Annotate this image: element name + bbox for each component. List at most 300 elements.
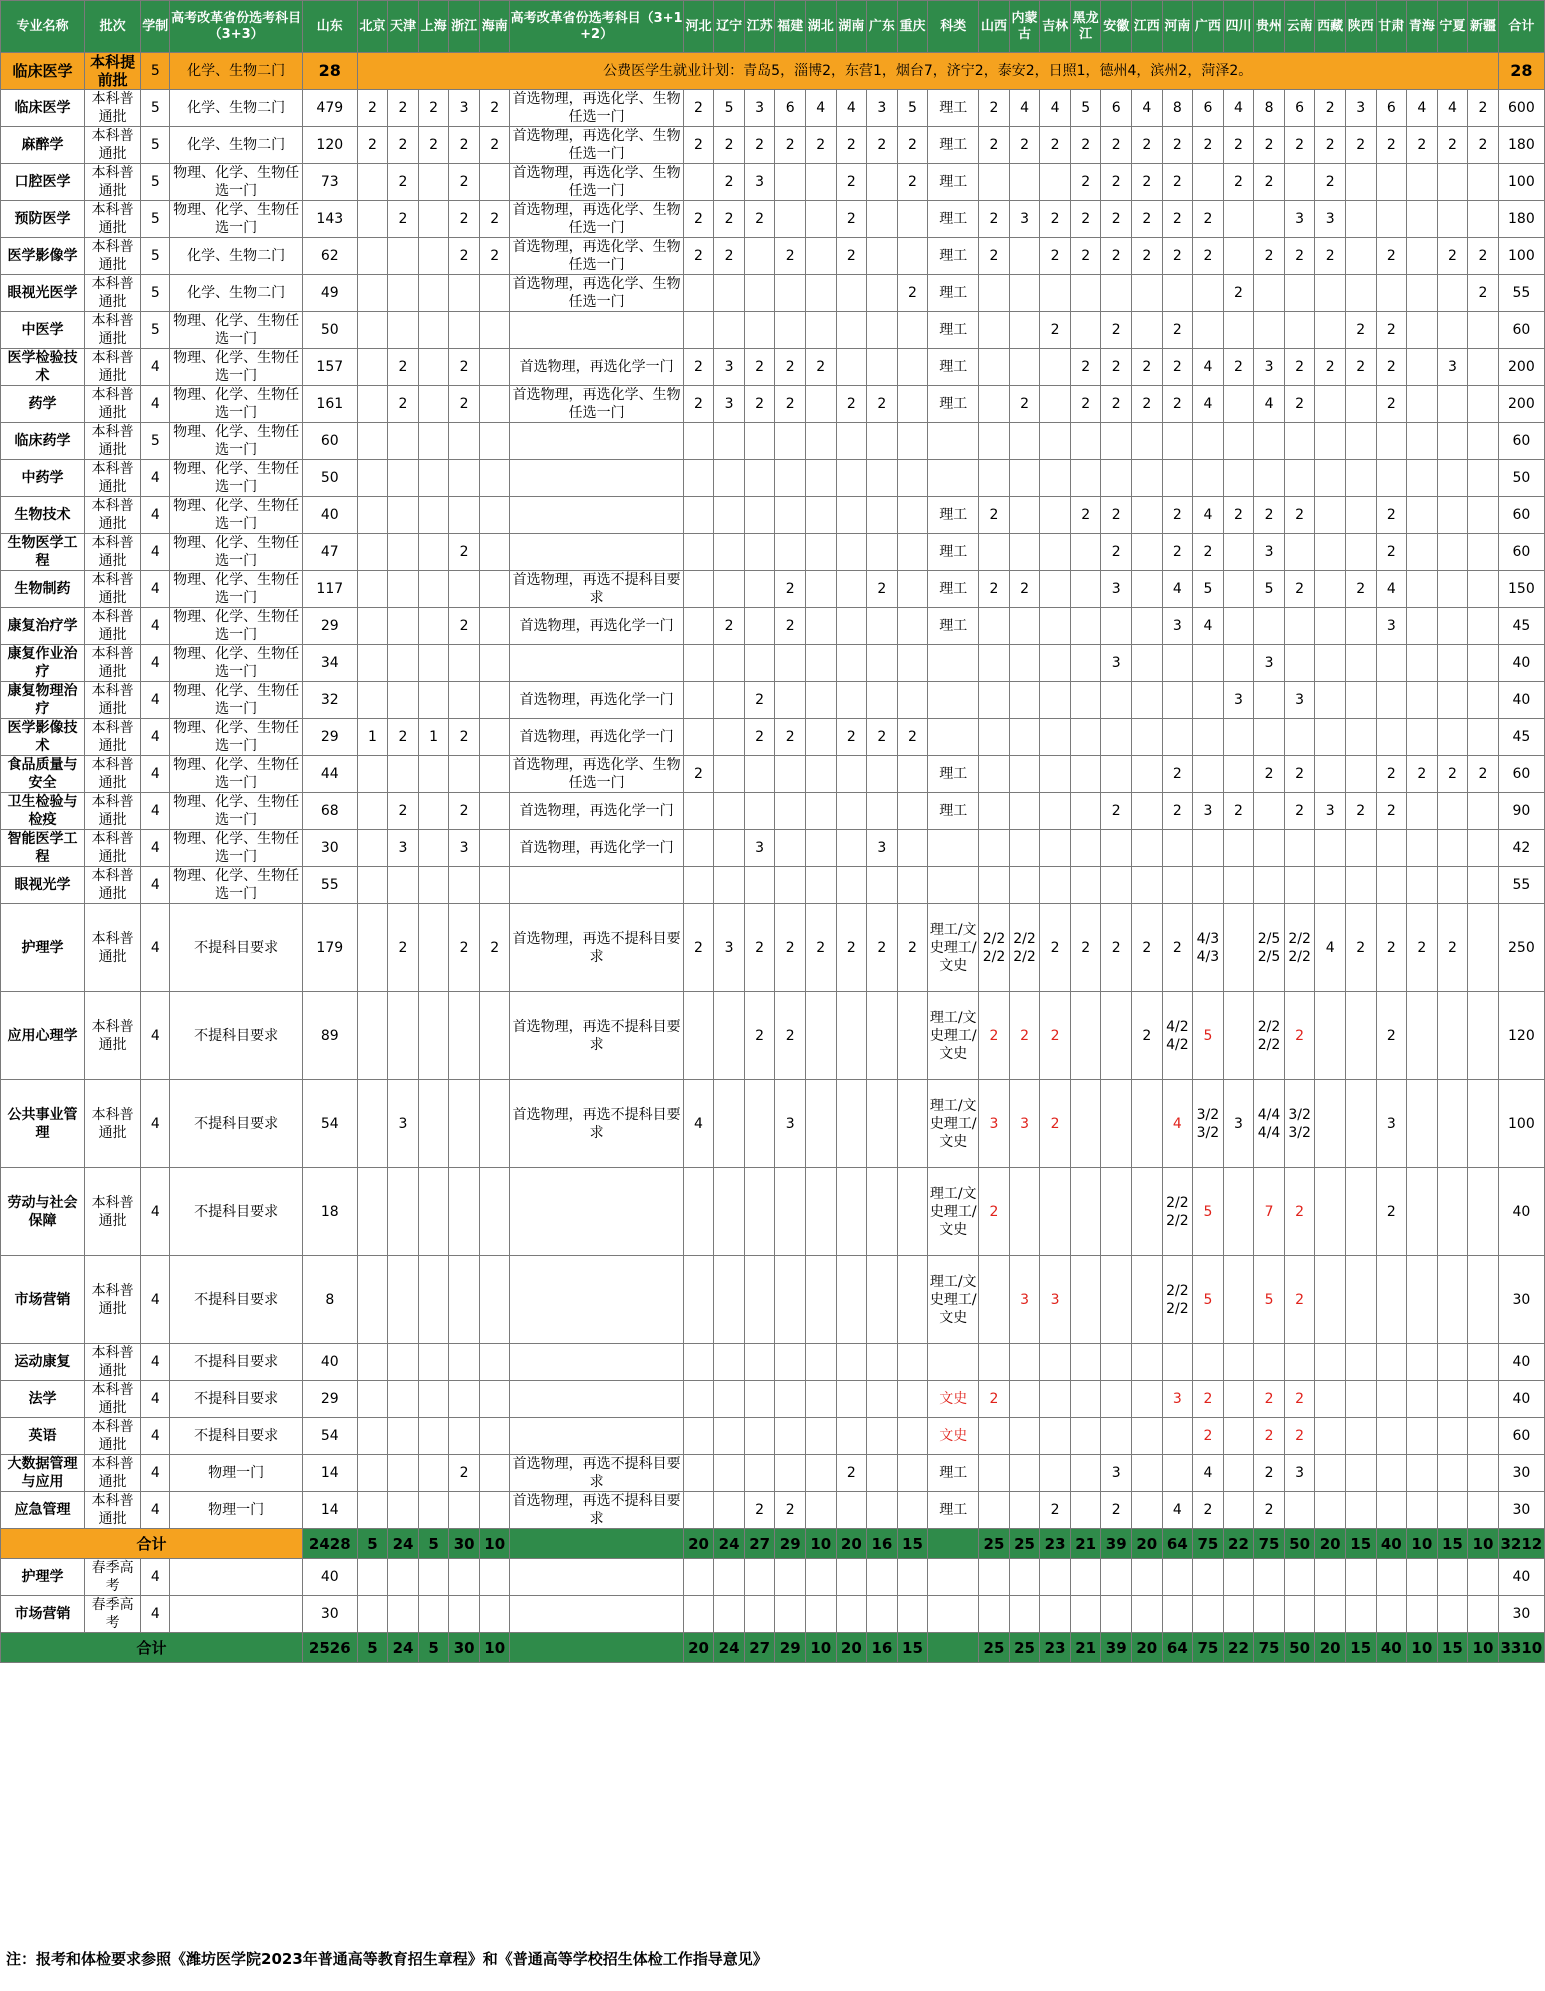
province-count: 2 — [1376, 349, 1407, 386]
province-count — [1315, 1344, 1346, 1381]
province-count: 2 — [775, 719, 806, 756]
total-province: 16 — [867, 1529, 898, 1559]
total-province: 20 — [1315, 1633, 1346, 1663]
footnote: 注：报考和体检要求参照《潍坊医学院2023年普通高等教育招生章程》和《普通高等学校招生体检工作指导意见》 — [6, 1950, 768, 1968]
total-label: 合计 — [1, 1633, 303, 1663]
shandong-count: 60 — [302, 423, 357, 460]
major-name: 康复作业治疗 — [1, 645, 85, 682]
category: 理工 — [928, 793, 979, 830]
province-count: 2 — [1315, 90, 1346, 127]
province-count — [1284, 608, 1315, 645]
province-count — [1376, 1256, 1407, 1344]
province-count — [357, 201, 388, 238]
province-count — [1254, 201, 1285, 238]
province-count: 3 — [714, 386, 745, 423]
province-count — [1315, 460, 1346, 497]
province-count — [1009, 608, 1040, 645]
province-count: 2 — [388, 201, 419, 238]
province-count — [775, 756, 806, 793]
total-sum: 3310 — [1498, 1633, 1544, 1663]
table-row — [1, 1418, 1545, 1455]
province-count — [479, 275, 510, 312]
row-total: 40 — [1498, 1559, 1544, 1596]
province-count: 3 — [1009, 201, 1040, 238]
province-count — [418, 682, 449, 719]
subject-selection — [510, 1168, 683, 1256]
province-count: 2 — [1254, 1381, 1285, 1418]
province-count: 2 — [388, 349, 419, 386]
special-total: 28 — [1498, 53, 1544, 90]
row-total: 200 — [1498, 386, 1544, 423]
province-count — [714, 1455, 745, 1492]
total-province: 15 — [1345, 1633, 1376, 1663]
province-count — [1345, 423, 1376, 460]
province-count: 2 — [1162, 127, 1193, 164]
major-name: 食品质量与安全 — [1, 756, 85, 793]
province-count: 2 — [867, 127, 898, 164]
header-total: 合计 — [1498, 1, 1544, 53]
province-count — [714, 793, 745, 830]
batch: 本科普通批 — [85, 127, 141, 164]
subject-requirement: 不提科目要求 — [170, 1381, 302, 1418]
province-count — [683, 460, 714, 497]
province-count — [1437, 1492, 1468, 1529]
province-count — [357, 830, 388, 867]
subject-selection: 首选物理，再选化学、生物任选一门 — [510, 275, 683, 312]
province-count — [449, 682, 480, 719]
province-count: 2 — [418, 90, 449, 127]
province-count: 4 — [836, 90, 867, 127]
category: 理工 — [928, 1492, 979, 1529]
province-count: 2 — [836, 1455, 867, 1492]
province-count: 2 — [418, 127, 449, 164]
years: 4 — [141, 682, 170, 719]
province-count: 2 — [775, 238, 806, 275]
province-count — [1437, 571, 1468, 608]
row-total: 90 — [1498, 793, 1544, 830]
province-count — [1468, 1256, 1499, 1344]
province-count: 2 — [1376, 534, 1407, 571]
province-count: 2 — [1070, 164, 1101, 201]
province-count — [867, 1381, 898, 1418]
total-province: 23 — [1040, 1633, 1071, 1663]
major-name: 生物医学工程 — [1, 534, 85, 571]
province-count — [979, 1455, 1010, 1492]
category — [928, 867, 979, 904]
special-batch: 本科提前批 — [85, 53, 141, 90]
province-count — [1254, 1344, 1285, 1381]
batch: 本科普通批 — [85, 1080, 141, 1168]
batch: 本科普通批 — [85, 830, 141, 867]
province-count: 5 — [1193, 1256, 1224, 1344]
province-count — [1132, 719, 1163, 756]
province-count — [479, 571, 510, 608]
province-count — [897, 201, 928, 238]
province-count — [836, 867, 867, 904]
empty-cell — [775, 1559, 806, 1596]
years: 4 — [141, 830, 170, 867]
empty-cell — [683, 1559, 714, 1596]
province-count: 1 — [357, 719, 388, 756]
province-count — [418, 1492, 449, 1529]
province-count: 2 — [1284, 992, 1315, 1080]
province-count: 2 — [744, 201, 775, 238]
province-count — [1437, 1344, 1468, 1381]
province-count — [805, 793, 836, 830]
province-count — [1345, 682, 1376, 719]
major-name: 生物技术 — [1, 497, 85, 534]
batch: 本科普通批 — [85, 1381, 141, 1418]
empty-cell — [1284, 1596, 1315, 1633]
subject-requirement: 不提科目要求 — [170, 992, 302, 1080]
province-count — [1223, 830, 1254, 867]
province-count: 2 — [836, 719, 867, 756]
major-name: 药学 — [1, 386, 85, 423]
row-total: 40 — [1498, 1168, 1544, 1256]
shandong-count: 29 — [302, 608, 357, 645]
total-province: 20 — [1315, 1529, 1346, 1559]
province-count — [1284, 534, 1315, 571]
row-total: 60 — [1498, 497, 1544, 534]
row-total: 100 — [1498, 1080, 1544, 1168]
province-count — [1040, 793, 1071, 830]
province-count — [418, 1455, 449, 1492]
province-count — [1407, 1168, 1438, 1256]
province-count — [1315, 1381, 1346, 1418]
province-count — [479, 1418, 510, 1455]
major-name: 康复物理治疗 — [1, 682, 85, 719]
province-count: 2 — [1376, 312, 1407, 349]
province-count: 2 — [714, 127, 745, 164]
province-count — [1132, 1168, 1163, 1256]
row-total: 45 — [1498, 608, 1544, 645]
table-row — [1, 1492, 1545, 1529]
total-blank — [928, 1633, 979, 1663]
shandong-count: 44 — [302, 756, 357, 793]
province-count — [1315, 719, 1346, 756]
province-count — [867, 645, 898, 682]
province-count — [1070, 1381, 1101, 1418]
province-count — [388, 238, 419, 275]
province-count: 4/2 4/2 — [1162, 992, 1193, 1080]
province-count: 2 — [836, 904, 867, 992]
shandong-count: 50 — [302, 460, 357, 497]
shandong-count: 34 — [302, 645, 357, 682]
province-count — [805, 534, 836, 571]
province-count: 2 — [805, 904, 836, 992]
province-count — [357, 1256, 388, 1344]
shandong-count: 161 — [302, 386, 357, 423]
table-row — [1, 645, 1545, 682]
province-count — [867, 1080, 898, 1168]
province-count — [418, 460, 449, 497]
header-province: 四川 — [1223, 1, 1254, 53]
province-count: 2 — [1223, 275, 1254, 312]
province-count — [357, 386, 388, 423]
province-count: 2 — [867, 571, 898, 608]
province-count — [479, 1455, 510, 1492]
province-count: 3 — [714, 904, 745, 992]
province-count: 2 — [1101, 386, 1132, 423]
province-count: 2 — [1315, 164, 1346, 201]
shandong-count: 62 — [302, 238, 357, 275]
province-count: 2 — [683, 756, 714, 793]
province-count — [357, 992, 388, 1080]
major-name: 医学影像学 — [1, 238, 85, 275]
province-count: 2 — [867, 904, 898, 992]
total-province: 27 — [744, 1633, 775, 1663]
province-count — [357, 497, 388, 534]
province-count: 4 — [1040, 90, 1071, 127]
province-count — [836, 830, 867, 867]
table-row — [1, 460, 1545, 497]
major-name: 康复治疗学 — [1, 608, 85, 645]
province-count — [449, 1492, 480, 1529]
province-count — [1040, 719, 1071, 756]
total-province: 64 — [1162, 1633, 1193, 1663]
province-count — [1315, 312, 1346, 349]
header-province: 吉林 — [1040, 1, 1071, 53]
province-count — [714, 423, 745, 460]
province-count — [744, 1455, 775, 1492]
province-count: 4 — [1009, 90, 1040, 127]
header-batch: 批次 — [85, 1, 141, 53]
province-count — [1070, 571, 1101, 608]
province-count: 2 — [449, 386, 480, 423]
province-count: 5 — [1254, 571, 1285, 608]
empty-cell — [1009, 1559, 1040, 1596]
province-count — [388, 275, 419, 312]
province-count — [897, 349, 928, 386]
province-count — [897, 460, 928, 497]
years: 4 — [141, 608, 170, 645]
province-count — [714, 1168, 745, 1256]
years: 4 — [141, 756, 170, 793]
batch: 本科普通批 — [85, 1418, 141, 1455]
province-count — [1468, 460, 1499, 497]
category: 文史 — [928, 1418, 979, 1455]
province-count — [683, 1344, 714, 1381]
total-province: 75 — [1193, 1633, 1224, 1663]
subject-selection: 首选物理，再选不提科目要求 — [510, 1080, 683, 1168]
province-count — [897, 793, 928, 830]
province-count — [836, 793, 867, 830]
province-count: 3 — [1101, 645, 1132, 682]
province-count: 2/2 2/2 — [1009, 904, 1040, 992]
province-count: 3 — [1162, 608, 1193, 645]
province-count — [805, 1381, 836, 1418]
province-count — [388, 312, 419, 349]
province-count: 2 — [1376, 1168, 1407, 1256]
province-count: 2 — [1284, 756, 1315, 793]
province-count — [1070, 1256, 1101, 1344]
province-count: 2 — [449, 349, 480, 386]
province-count — [1223, 608, 1254, 645]
province-count — [357, 793, 388, 830]
province-count — [1009, 867, 1040, 904]
province-count — [979, 534, 1010, 571]
province-count — [1070, 830, 1101, 867]
province-count: 2 — [714, 238, 745, 275]
province-count — [479, 1080, 510, 1168]
province-count: 2 — [1101, 534, 1132, 571]
province-count — [1437, 1418, 1468, 1455]
empty-cell — [449, 1596, 480, 1633]
province-count — [418, 1080, 449, 1168]
province-count: 2 — [1009, 127, 1040, 164]
province-count — [479, 386, 510, 423]
province-count: 3 — [1254, 534, 1285, 571]
subject-selection: 首选物理，再选化学一门 — [510, 793, 683, 830]
total-province: 24 — [714, 1529, 745, 1559]
province-count — [805, 867, 836, 904]
province-count — [1040, 1418, 1071, 1455]
province-count: 2 — [449, 1455, 480, 1492]
province-count — [1040, 349, 1071, 386]
province-count — [1407, 719, 1438, 756]
province-count: 2 — [1132, 164, 1163, 201]
province-count — [1468, 312, 1499, 349]
header-row — [1, 1, 1545, 53]
province-count — [1070, 1492, 1101, 1529]
row-total: 45 — [1498, 719, 1544, 756]
province-count — [805, 992, 836, 1080]
empty-cell — [1315, 1559, 1346, 1596]
province-count — [1407, 312, 1438, 349]
province-count — [1407, 423, 1438, 460]
batch: 本科普通批 — [85, 312, 141, 349]
province-count: 6 — [775, 90, 806, 127]
years: 4 — [141, 534, 170, 571]
province-count — [418, 497, 449, 534]
province-count — [479, 1381, 510, 1418]
subject-requirement: 物理、化学、生物任选一门 — [170, 349, 302, 386]
shandong-count: 143 — [302, 201, 357, 238]
province-count: 2 — [1101, 164, 1132, 201]
empty-cell — [1193, 1596, 1224, 1633]
province-count: 2 — [683, 201, 714, 238]
province-count: 2 — [979, 992, 1010, 1080]
province-count — [418, 238, 449, 275]
table-row — [1, 90, 1545, 127]
province-count: 2 — [1284, 793, 1315, 830]
province-count — [805, 423, 836, 460]
empty-cell — [510, 1596, 683, 1633]
province-count — [1284, 867, 1315, 904]
province-count — [979, 164, 1010, 201]
province-count: 2 — [1162, 793, 1193, 830]
shandong-count: 89 — [302, 992, 357, 1080]
province-count — [775, 1256, 806, 1344]
province-count — [479, 645, 510, 682]
province-count: 2 — [1101, 904, 1132, 992]
province-count — [357, 1455, 388, 1492]
header-province: 西藏 — [1315, 1, 1346, 53]
province-count: 2 — [1040, 238, 1071, 275]
total-province: 10 — [1407, 1529, 1438, 1559]
grand-total-row — [1, 1633, 1545, 1663]
total-province: 22 — [1223, 1633, 1254, 1663]
years: 4 — [141, 1256, 170, 1344]
table-row — [1, 867, 1545, 904]
major-name: 眼视光学 — [1, 867, 85, 904]
province-count — [479, 1492, 510, 1529]
province-count — [836, 1381, 867, 1418]
province-count: 2 — [1070, 349, 1101, 386]
province-count — [775, 830, 806, 867]
total-province: 40 — [1376, 1529, 1407, 1559]
row-total: 30 — [1498, 1492, 1544, 1529]
province-count — [1009, 830, 1040, 867]
header-shandong: 山东 — [302, 1, 357, 53]
province-count — [1162, 1344, 1193, 1381]
row-total: 42 — [1498, 830, 1544, 867]
empty-cell — [744, 1596, 775, 1633]
subject-requirement: 化学、生物二门 — [170, 238, 302, 275]
province-count — [683, 1492, 714, 1529]
total-province: 50 — [1284, 1529, 1315, 1559]
province-count — [1315, 645, 1346, 682]
batch: 本科普通批 — [85, 719, 141, 756]
province-count: 3 — [979, 1080, 1010, 1168]
province-count — [1407, 682, 1438, 719]
province-count — [1254, 867, 1285, 904]
province-count: 3 — [1437, 349, 1468, 386]
total-province: 25 — [979, 1633, 1010, 1663]
subject-requirement: 物理一门 — [170, 1455, 302, 1492]
province-count: 4 — [1193, 608, 1224, 645]
province-count — [1132, 534, 1163, 571]
empty-cell — [1254, 1596, 1285, 1633]
province-count: 2 — [683, 127, 714, 164]
province-count — [1101, 992, 1132, 1080]
subject-requirement: 物理、化学、生物任选一门 — [170, 386, 302, 423]
province-count: 2 — [714, 201, 745, 238]
province-count — [388, 608, 419, 645]
years: 5 — [141, 90, 170, 127]
province-count — [449, 312, 480, 349]
province-count — [1040, 867, 1071, 904]
total-blank — [928, 1529, 979, 1559]
province-count — [1315, 497, 1346, 534]
province-count — [1193, 719, 1224, 756]
province-count — [1315, 830, 1346, 867]
total-blank — [510, 1529, 683, 1559]
province-count — [1345, 1344, 1376, 1381]
province-count — [979, 275, 1010, 312]
major-name: 英语 — [1, 1418, 85, 1455]
province-count — [1437, 1080, 1468, 1168]
province-count: 2 — [1193, 238, 1224, 275]
province-count — [1040, 275, 1071, 312]
province-count: 2 — [1315, 238, 1346, 275]
batch: 本科普通批 — [85, 460, 141, 497]
province-count: 2 — [1376, 127, 1407, 164]
province-count: 3 — [1254, 349, 1285, 386]
empty-cell — [418, 1559, 449, 1596]
province-count — [1101, 1344, 1132, 1381]
province-count — [357, 164, 388, 201]
total-province: 10 — [1407, 1633, 1438, 1663]
row-total: 180 — [1498, 127, 1544, 164]
province-count — [1070, 608, 1101, 645]
total-province: 16 — [867, 1633, 898, 1663]
province-count — [1468, 645, 1499, 682]
province-count — [897, 312, 928, 349]
province-count — [1407, 386, 1438, 423]
province-count — [744, 608, 775, 645]
province-count — [1070, 992, 1101, 1080]
